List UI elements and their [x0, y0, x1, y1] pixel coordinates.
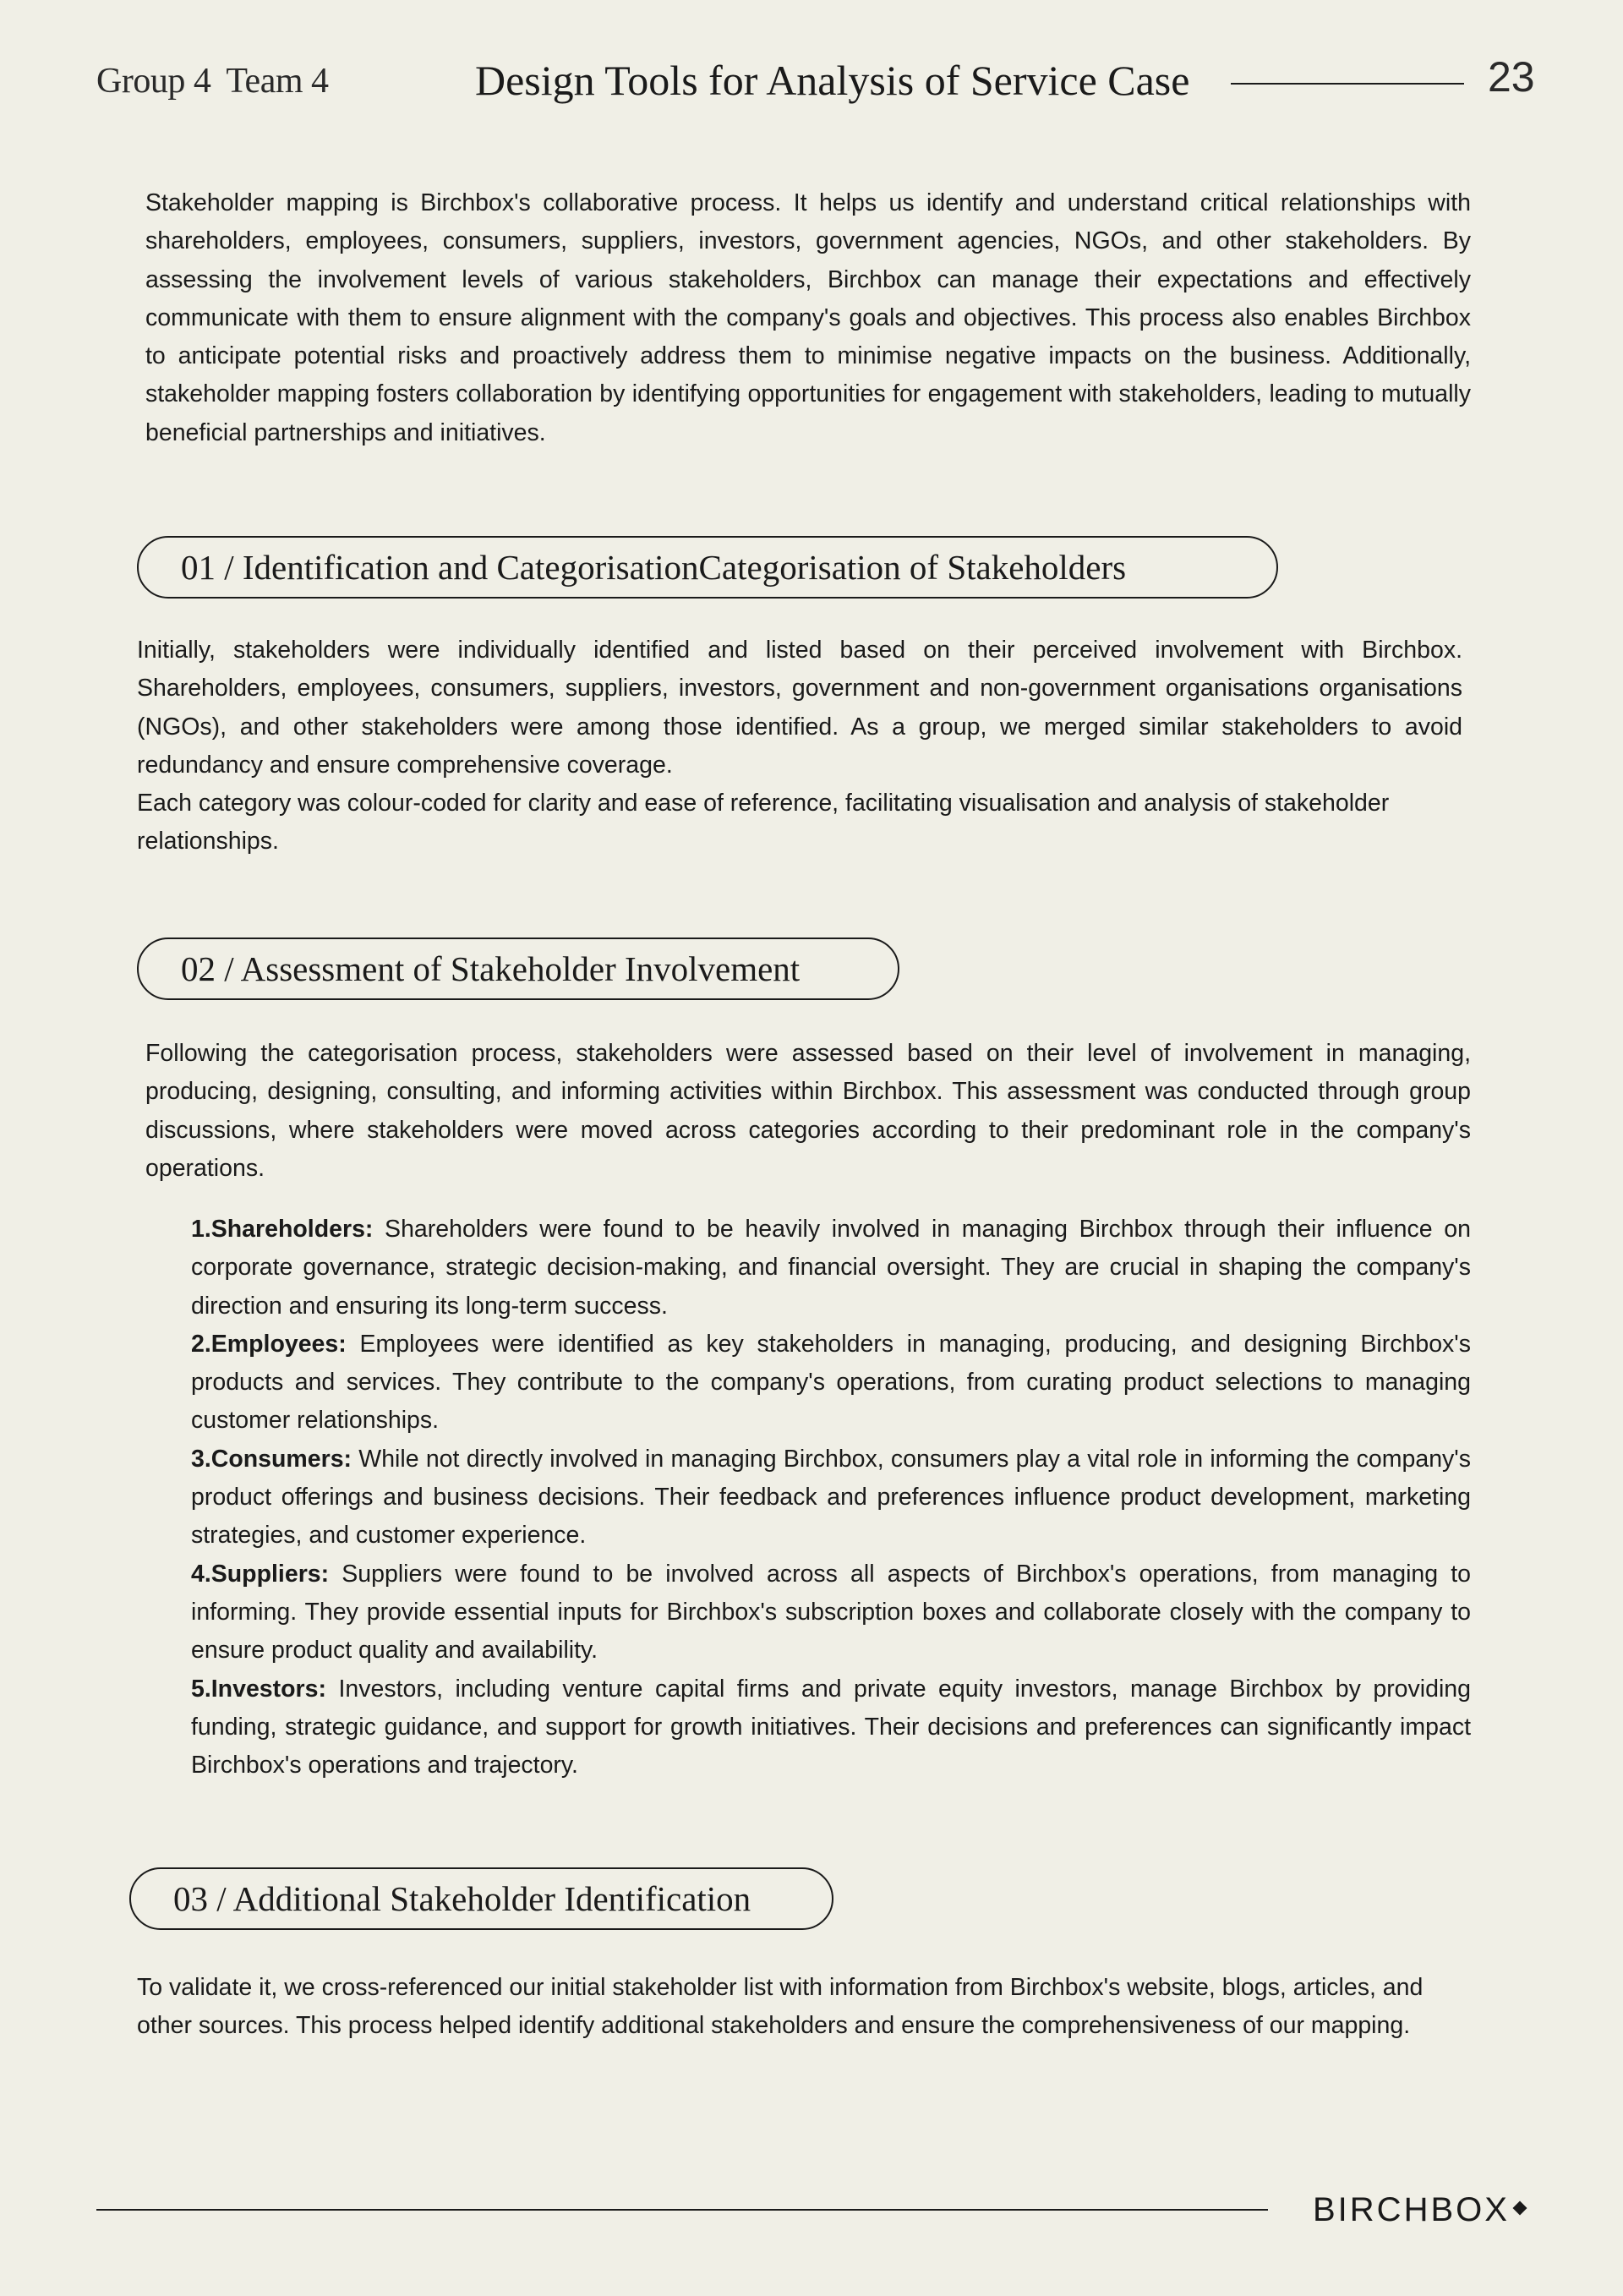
list-item-suppliers — [191, 1555, 1471, 1670]
list-item-text: Suppliers were found to be involved across all aspects of Birchbox's operations, from managing to informing. They provide essential inputs for Birchbox's subscription boxes and collaborate closely with the company to ensure product quality and availability. — [191, 1560, 1471, 1665]
stakeholder-list — [191, 1211, 1471, 1785]
section-heading-identification — [137, 536, 1278, 599]
identification-paragraph: Initially, stakeholders were individually identified and listed based on their perceived involvement with Birchbox. Shareholders, employees, consumers, suppliers, investors, government and non-government organisations organisations (NGOs), and other stakeholders were among those identified. As a group, we merged similar stakeholders to avoid redundancy and ensure comprehensive coverage. — [137, 637, 1462, 779]
list-item-investors — [191, 1670, 1471, 1785]
group-label: Group 4 — [96, 62, 211, 101]
list-item-text: Investors, including venture capital firms and private equity investors, manage Birchbox by providing funding, strategic guidance, and support for growth initiatives. Their decisions and preferences can significantly impact Birchbox's operations and trajectory. — [191, 1675, 1471, 1779]
section-heading-assessment — [137, 938, 899, 1000]
identification-paragraph-2: Each category was colour-coded for clarity and ease of reference, facilitating visualisation and analysis of stakeholder relationships. — [137, 790, 1390, 856]
list-item-label: 3.Consumers: — [191, 1445, 352, 1473]
list-item-text: While not directly involved in managing Birchbox, consumers play a vital role in informing the company's product offerings and business decisions. Their feedback and preferences influence product development, marketing strategies, and customer experience. — [191, 1445, 1471, 1550]
section-heading-text: 03 / Additional Stakeholder Identification — [173, 1879, 751, 1918]
birchbox-logo — [1313, 2191, 1525, 2229]
page-number: 23 — [1488, 53, 1535, 101]
diamond-icon — [1512, 2201, 1527, 2216]
footer-divider — [96, 2209, 1268, 2211]
list-item-label: 5.Investors: — [191, 1675, 326, 1703]
list-item-shareholders — [191, 1211, 1471, 1326]
list-item-employees — [191, 1326, 1471, 1440]
list-item-consumers — [191, 1440, 1471, 1555]
additional-paragraph: To validate it, we cross-referenced our initial stakeholder list with information from Birchbox's website, blogs, articles, and other sources. This process helped identify additional stakeholders and ensure the comprehensiveness of our mapping. — [137, 1974, 1424, 2040]
section-heading-text: 02 / Assessment of Stakeholder Involvement — [181, 949, 801, 988]
logo-wordmark: BIRCHBOX — [1313, 2191, 1510, 2228]
page-title: Design Tools for Analysis of Service Case — [475, 57, 1190, 104]
section-heading-text: 01 / Identification and CategorisationCategorisation of Stakeholders — [181, 548, 1127, 587]
intro-paragraph: Stakeholder mapping is Birchbox's collaborative process. It helps us identify and understand critical relationships with shareholders, employees, consumers, suppliers, investors, government agencies, NGOs, and other stakeholders. By assessing the involvement levels of various stakeholders, Birchbox can manage their expectations and effectively communicate with them to ensure alignment with the company's goals and objectives. This process also enables Birchbox to anticipate potential risks and proactively address them to minimise negative impacts on the business. Additionally, stakeholder mapping fosters collaboration by identifying opportunities for engagement with stakeholders, leading to mutually beneficial partnerships and initiatives. — [145, 189, 1471, 446]
header-group-team — [96, 61, 329, 101]
section-heading-additional — [129, 1867, 833, 1930]
list-item-label: 4.Suppliers: — [191, 1560, 330, 1588]
assessment-paragraph: Following the categorisation process, stakeholders were assessed based on their level of involvement in managing, producing, designing, consulting, and informing activities within Birchbox. This assessment was conducted through group discussions, where stakeholders were moved across categories according to their predominant role in the company's operations. — [145, 1040, 1471, 1182]
list-item-label: 2.Employees: — [191, 1330, 347, 1358]
team-label: Team 4 — [226, 62, 329, 101]
list-item-text: Employees were identified as key stakeholders in managing, producing, and designing Birchbox's products and services. They contribute to the company's operations, from curating product selections to managing customer relationships. — [191, 1330, 1471, 1435]
header-divider — [1231, 83, 1464, 85]
list-item-text: Shareholders were found to be heavily involved in managing Birchbox through their influence on corporate governance, strategic decision-making, and financial oversight. They are crucial in shaping the company's direction and ensuring its long-term success. — [191, 1216, 1471, 1320]
list-item-label: 1.Shareholders: — [191, 1216, 374, 1243]
